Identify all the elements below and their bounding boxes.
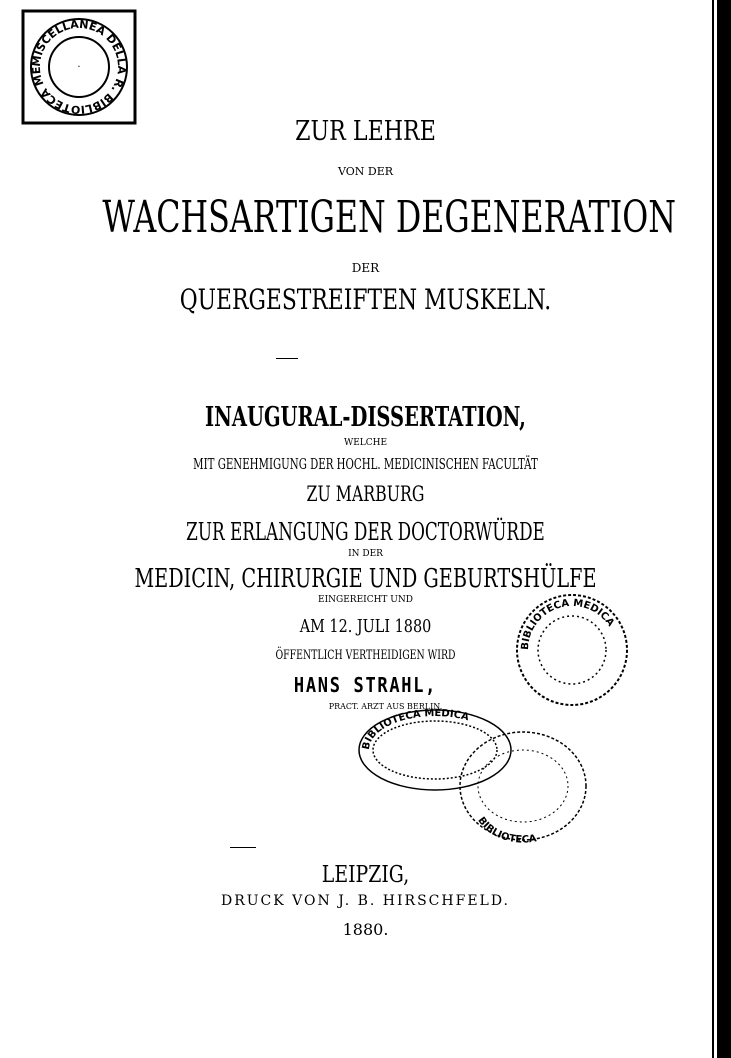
city-line: LEIPZIG, [321, 862, 410, 888]
printer-line: DRUCK VON J. B. HIRSCHFELD. [220, 893, 511, 909]
vertheidigen-line: ÖFFENTLICH VERTHEIDIGEN WIRD [275, 648, 456, 663]
divider-2 [230, 847, 256, 848]
marburg-line: ZU MARBURG [306, 482, 425, 506]
stamp-text-lower-left: BIBLIOTECA MEDICA [360, 707, 471, 751]
svg-text:BIBLIOTECA MEDICA [361, 708, 470, 751]
year-line: 1880. [342, 920, 389, 939]
library-stamp-lower-right [456, 728, 590, 844]
library-stamp-right [512, 590, 632, 710]
title-line-2: VON DER [337, 165, 394, 178]
title-line-1: ZUR LEHRE [295, 116, 436, 147]
author-name: HANS STRAHL, [293, 673, 438, 697]
fields-line: MEDICIN, CHIRURGIE UND GEBURTSHÜLFE [134, 564, 597, 594]
stamp-text-lower-right: BIBLIOTECA [475, 815, 538, 844]
author-title: PRACT. ARZT AUS BERLIN. [328, 702, 443, 711]
welche-line: WELCHE [343, 438, 388, 448]
title-line-4: DER [351, 261, 380, 275]
in-der-line: IN DER [348, 549, 383, 559]
erlangung-line: ZUR ERLANGUNG DER DOCTORWÜRDE [186, 518, 545, 546]
divider-1 [276, 358, 298, 359]
svg-text:BIBLIOTECA MEDICA [520, 598, 616, 651]
svg-text:MISCELLANEA DELLA R. BIBLIOTEC [20, 8, 128, 116]
library-stamp-top-left [20, 8, 138, 126]
stamp-text-right: BIBLIOTECA MEDICA [519, 597, 617, 651]
dissertation-title: INAUGURAL-DISSERTATION, [205, 402, 526, 433]
genehmigung-line: MIT GENEHMIGUNG DER HOCHL. MEDICINISCHEN FACULTÄT [193, 455, 538, 473]
title-line-5: QUERGESTREIFTEN MUSKELN. [179, 283, 552, 316]
eingereicht-line: EINGEREICHT UND [318, 595, 413, 605]
date-line: AM 12. JULI 1880 [299, 616, 432, 637]
svg-text:·: · [77, 62, 81, 73]
main-title: WACHSARTIGEN DEGENERATION [102, 192, 676, 243]
stamp-text-top-left: MISCELLANEA DELLA R. BIBLIOTECA ME [29, 17, 129, 117]
